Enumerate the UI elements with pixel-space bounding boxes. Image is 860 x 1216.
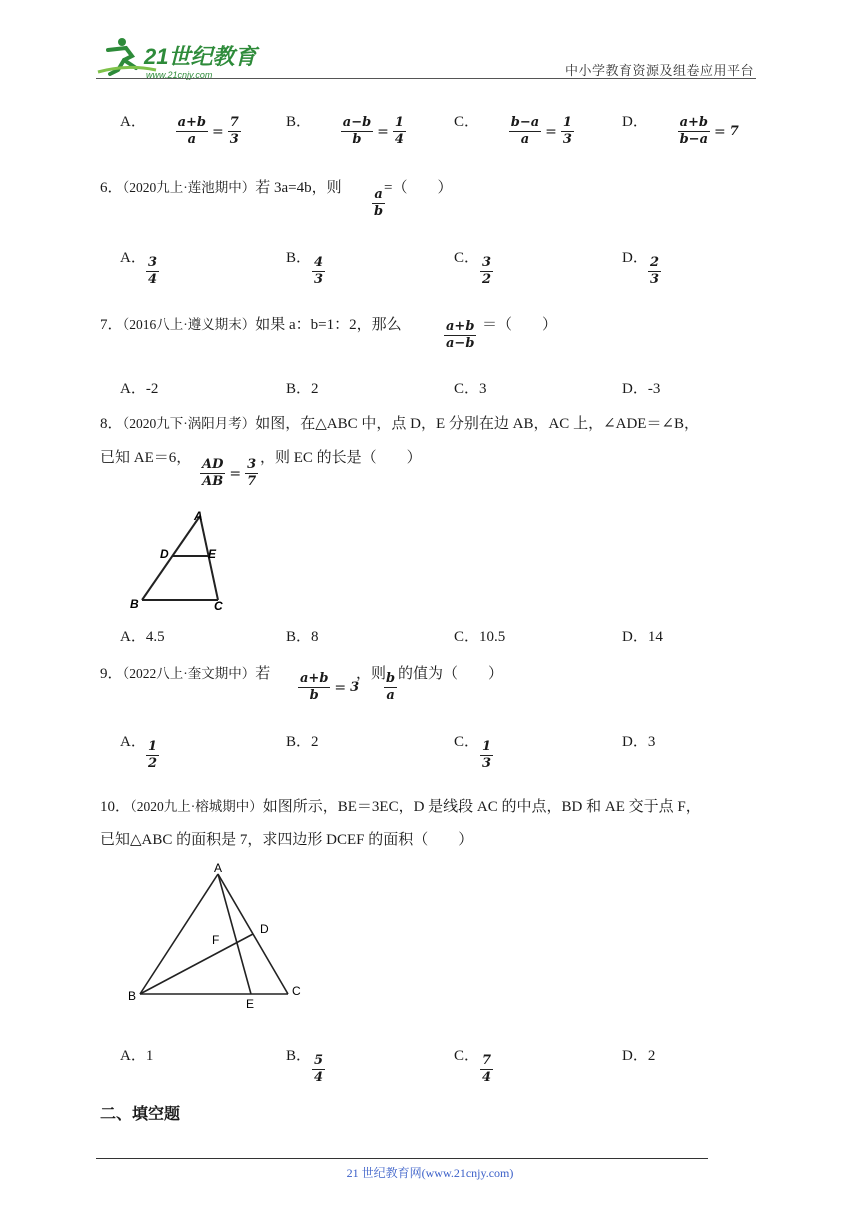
- fig-label-d: D: [260, 922, 269, 936]
- section-title: 二、填空题: [100, 1106, 181, 1123]
- question-9: [100, 662, 270, 683]
- q9-option-a: A．: [120, 734, 146, 750]
- footer-divider: [96, 1158, 708, 1159]
- q7-option-a: A．-2: [120, 381, 159, 397]
- q9-option-c: C．: [454, 734, 480, 750]
- logo-graphic: [96, 34, 266, 82]
- q7-option-c: C．3: [454, 381, 487, 397]
- question-source: （2022八上·奎文期中）: [122, 666, 256, 681]
- q5-option-c-expr: $\frac{b-a}{a}$ = $\frac{1}{3}$: [510, 115, 572, 148]
- question-10-line2: 已知△ABC 的面积是 7，求四边形 DCEF 的面积（ ）: [100, 832, 474, 848]
- fig-label-f: F: [212, 933, 220, 947]
- q6-fraction: $\frac{a}{b}$: [374, 187, 384, 220]
- fig-label-a: A: [214, 861, 223, 875]
- q9-option-c-value: $\frac{1}{3}$: [482, 739, 492, 772]
- q6-option-c: C．: [454, 250, 480, 266]
- question-number: 7．: [100, 317, 123, 333]
- question-source: （2020九上·榕城期中）: [130, 799, 263, 814]
- site-logo: [96, 34, 266, 82]
- q6-option-b: B．: [286, 250, 312, 266]
- fig-label-c: C: [292, 984, 301, 998]
- question-text: 若 3a=4b，则: [255, 180, 342, 196]
- question-text: 如图所示，BE＝3EC，D 是线段 AC 的中点，BD 和 AE 交于点 F，: [262, 799, 701, 815]
- q7-fraction: $\frac{a+b}{a-b}$: [446, 319, 475, 352]
- fig-label-b: B: [128, 989, 137, 1003]
- question-source: （2020九下·涡阳月考）: [122, 416, 256, 431]
- question-text: 如图，在△ABC 中，点 D，E 分别在边 AB，AC 上，∠ADE＝∠B，: [255, 416, 700, 432]
- q8-ratio-expr: $\frac{AD}{AB}$ = $\frac{3}{7}$: [202, 457, 257, 490]
- question-7: [100, 313, 402, 334]
- q6-text-after: =（ ）: [384, 180, 453, 196]
- fig-label-a: A: [194, 509, 203, 523]
- question-number: 9．: [100, 666, 123, 682]
- logo-text: 21世纪教育: [144, 44, 257, 69]
- option-label: B．: [286, 114, 312, 130]
- fig-label-b: B: [130, 597, 139, 611]
- header-divider: [96, 78, 756, 79]
- q9-condition-expr: $\frac{a+b}{b}$ = 3: [300, 671, 360, 704]
- question-8-line2: 已知 AE＝6，: [100, 450, 192, 466]
- q9-option-b: B．2: [286, 734, 319, 750]
- fig-label-d: D: [160, 547, 169, 561]
- fig-label-e: E: [208, 547, 217, 561]
- q10-option-a: A．1: [120, 1048, 154, 1064]
- question-source: （2020九上·莲池期中）: [122, 180, 256, 195]
- question-source: （2016八上·遵义期末）: [122, 317, 256, 332]
- q8-text-after: ，则 EC 的长是（ ）: [260, 450, 422, 466]
- question-text: 若: [255, 666, 271, 682]
- q8-option-b: B．8: [286, 629, 319, 645]
- q6-option-a: A．: [120, 250, 146, 266]
- footer-text: 21 世纪教育网(www.21cnjy.com): [346, 1166, 514, 1180]
- option-label: A．: [120, 114, 146, 130]
- q7-text-after: ＝（ ）: [482, 317, 558, 333]
- q5-option-a-expr: $\frac{a+b}{a}$ = $\frac{7}{3}$: [177, 115, 239, 148]
- q9-option-d: D．3: [622, 734, 656, 750]
- q7-option-d: D．-3: [622, 381, 661, 397]
- q6-option-d: D．: [622, 250, 648, 266]
- q9-option-a-value: $\frac{1}{2}$: [148, 739, 158, 772]
- question-number: 10．: [100, 799, 131, 815]
- logo-url: www.21cnjy.com: [146, 70, 213, 80]
- fig-label-e: E: [246, 997, 255, 1011]
- q5-option-c: [454, 110, 574, 148]
- header-slogan: 中小学教育资源及组卷应用平台: [564, 63, 754, 78]
- fig-label-c: C: [214, 599, 223, 613]
- q8-option-c: C．10.5: [454, 629, 506, 645]
- q6-option-c-value: $\frac{3}{2}$: [482, 255, 492, 288]
- question-8: [100, 412, 699, 433]
- q8-option-d: D．14: [622, 629, 663, 645]
- q10-figure: [120, 860, 320, 1017]
- question-10: [100, 795, 701, 816]
- question-number: 8．: [100, 416, 123, 432]
- q10-option-c: C．: [454, 1048, 480, 1064]
- q5-option-b-expr: $\frac{a-b}{b}$ = $\frac{1}{4}$: [342, 115, 404, 148]
- q7-option-b: B．2: [286, 381, 319, 397]
- q5-option-d: [622, 110, 739, 148]
- q5-option-b: [286, 110, 406, 148]
- q8-option-a: A．4.5: [120, 629, 165, 645]
- question-text: 如果 a：b=1：2，那么: [255, 317, 402, 333]
- option-label: C．: [454, 114, 480, 130]
- question-6: [100, 176, 342, 197]
- q10-option-b: B．: [286, 1048, 312, 1064]
- question-number: 6．: [100, 180, 123, 196]
- q5-option-d-expr: $\frac{a+b}{b-a}$ = 7: [679, 115, 739, 148]
- q9-fraction: $\frac{b}{a}$: [386, 671, 396, 704]
- q10-option-b-value: $\frac{5}{4}$: [314, 1053, 324, 1086]
- q6-option-a-value: $\frac{3}{4}$: [148, 255, 158, 288]
- option-label: D．: [622, 114, 648, 130]
- q5-option-a: [120, 110, 241, 148]
- q9-text-mid: ，则: [356, 666, 387, 682]
- q6-option-b-value: $\frac{4}{3}$: [314, 255, 324, 288]
- q6-option-d-value: $\frac{2}{3}$: [650, 255, 660, 288]
- q10-option-c-value: $\frac{7}{4}$: [482, 1053, 492, 1086]
- q9-text-after: 的值为（ ）: [398, 666, 504, 682]
- q10-option-d: D．2: [622, 1048, 656, 1064]
- q8-figure: [126, 506, 236, 619]
